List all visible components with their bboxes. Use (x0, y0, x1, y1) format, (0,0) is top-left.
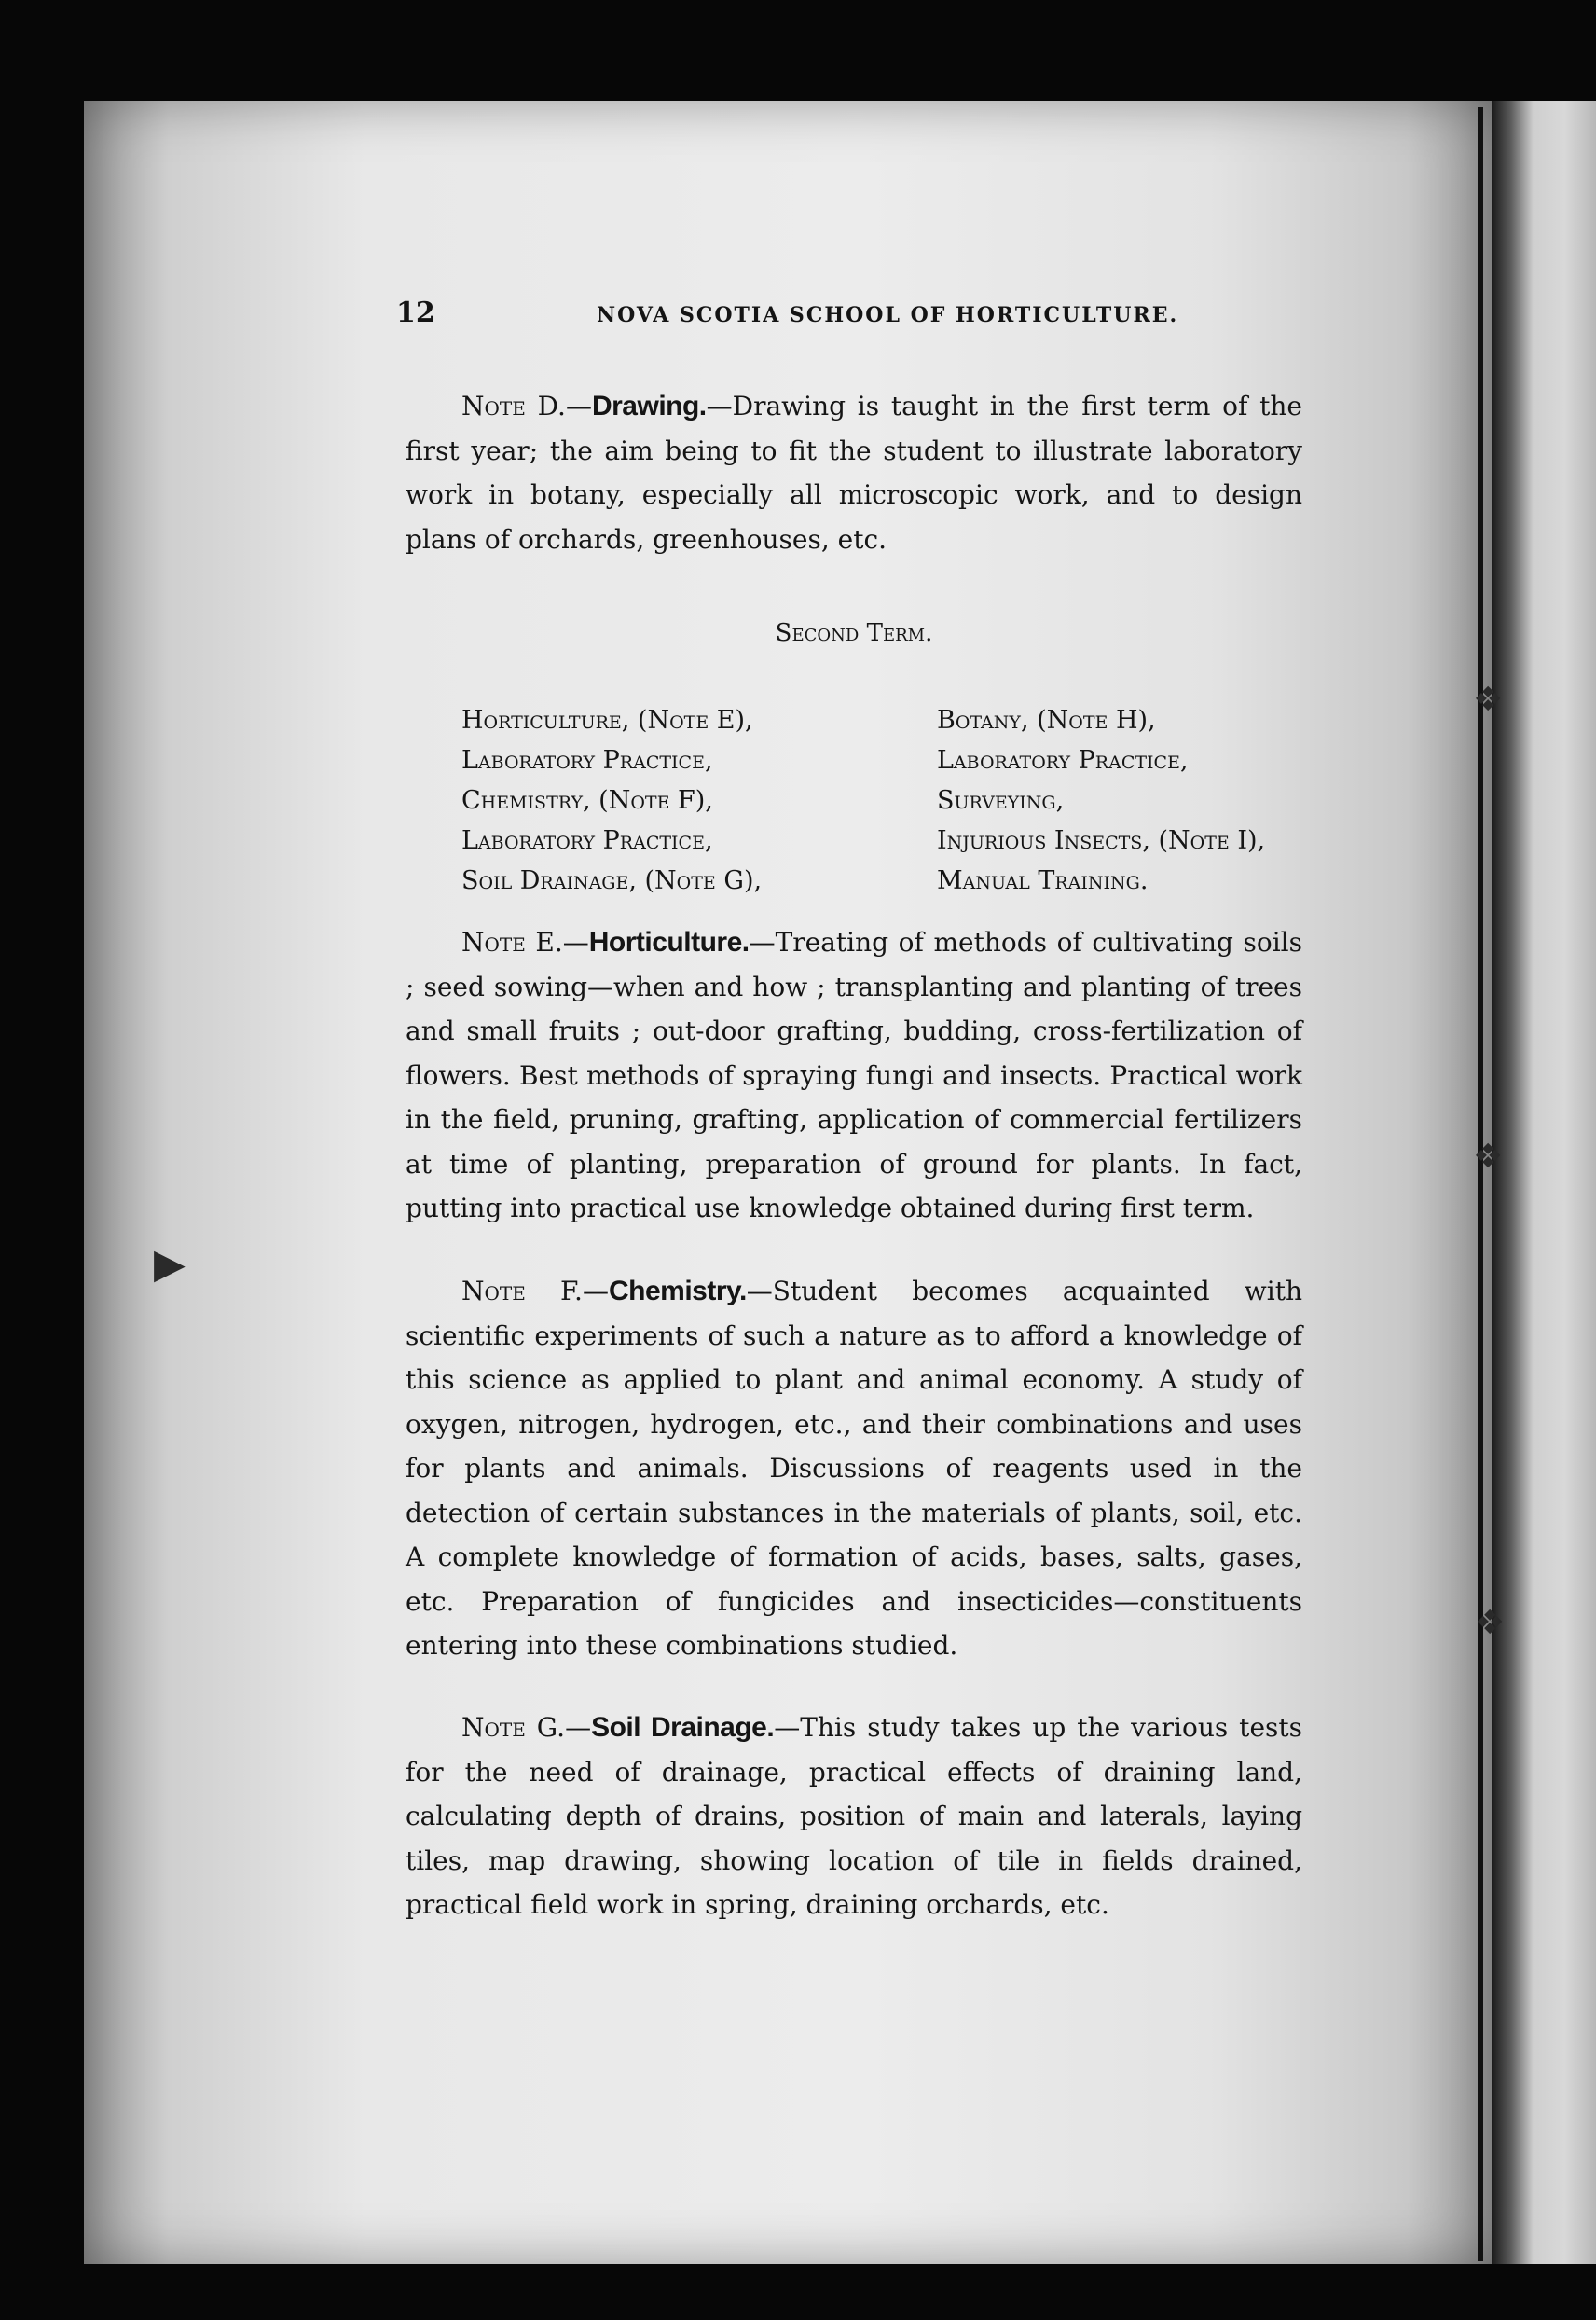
note-e-label: Note E.— (461, 927, 589, 958)
binding-clip-icon: ❖ (1473, 1138, 1504, 1176)
note-e-text: —Treating of methods of cultivating soils ; seed sowing—when and how ; transplanting and planting of trees and small fruits ; out-door grafting, budding, cross-fertilization of flowers. Best methods of spraying fungi and insects. Practical work in the field, pruning, grafting, application of commercial fertilizers at time of planting, preparation of ground for plants. In fact, putting into practical use knowledge obtained during first term. (406, 927, 1303, 1223)
facing-page-edge (1492, 101, 1596, 2264)
note-d-paragraph (406, 384, 1302, 561)
course-item: Laboratory Practice, (461, 826, 713, 855)
note-g-title: Soil Drainage. (591, 1712, 775, 1743)
margin-arrow-icon: ▶ (154, 1240, 186, 1288)
note-g-text: —This study takes up the various tests for the need of drainage, practical effects of draining land, calculating depth of drains, position of main and laterals, laying tiles, map drawing, showing location of tile in fields drained, practical field work in spring, draining orchards, etc. (406, 1712, 1302, 1920)
course-item: Manual Training. (937, 866, 1149, 895)
note-d-title: Drawing. (591, 391, 707, 421)
page-gutter (1478, 107, 1483, 2261)
note-g-label: Note G.— (461, 1712, 592, 1743)
course-item: Chemistry, (Note F), (461, 786, 713, 815)
second-term-right-column (937, 700, 1265, 901)
note-f-label: Note F.— (461, 1276, 609, 1306)
page-number: 12 (396, 297, 435, 329)
second-term-left-column (461, 700, 762, 901)
course-item: Botany, (Note H), (937, 706, 1156, 735)
binding-clip-icon: ❖ (1475, 1604, 1506, 1642)
note-g-paragraph (406, 1705, 1302, 1927)
running-head (396, 297, 1328, 329)
note-d-label: Note D.— (461, 391, 592, 421)
second-term-heading: Second Term. (775, 619, 933, 647)
course-item: Soil Drainage, (Note G), (461, 866, 763, 895)
course-item: Surveying, (937, 786, 1065, 815)
course-item: Horticulture, (Note E), (461, 706, 753, 735)
note-f-text: —Student becomes acquainted with scientific experiments of such a nature as to afford a knowledge of this science as applied to plant and animal economy. A study of oxygen, nitrogen, hydrogen, etc., and their combinations and uses for plants and animals. Discussions of reagents used in the detection of certain substances in the materials of plants, soil, etc. A complete knowledge of formation of acids, bases, salts, gases, etc. Preparation of fungicides and insecticides—constituents entering into these combinations studied. (406, 1276, 1303, 1661)
note-e-title: Horticulture. (588, 927, 750, 958)
running-title: NOVA SCOTIA SCHOOL OF HORTICULTURE. (597, 303, 1179, 327)
course-item: Laboratory Practice, (461, 746, 713, 775)
course-item: Laboratory Practice, (937, 746, 1189, 775)
note-d-text: —Drawing is taught in the first term of the first year; the aim being to fit the student to illustrate laboratory work in botany, especially all microscopic work, and to design plans of orchards, greenhouses, etc. (406, 391, 1302, 555)
binding-clip-icon: ❖ (1473, 681, 1504, 719)
note-e-paragraph (406, 920, 1302, 1231)
note-f-paragraph (406, 1269, 1302, 1668)
course-item: Injurious Insects, (Note I), (937, 826, 1266, 855)
note-f-title: Chemistry. (608, 1276, 747, 1306)
